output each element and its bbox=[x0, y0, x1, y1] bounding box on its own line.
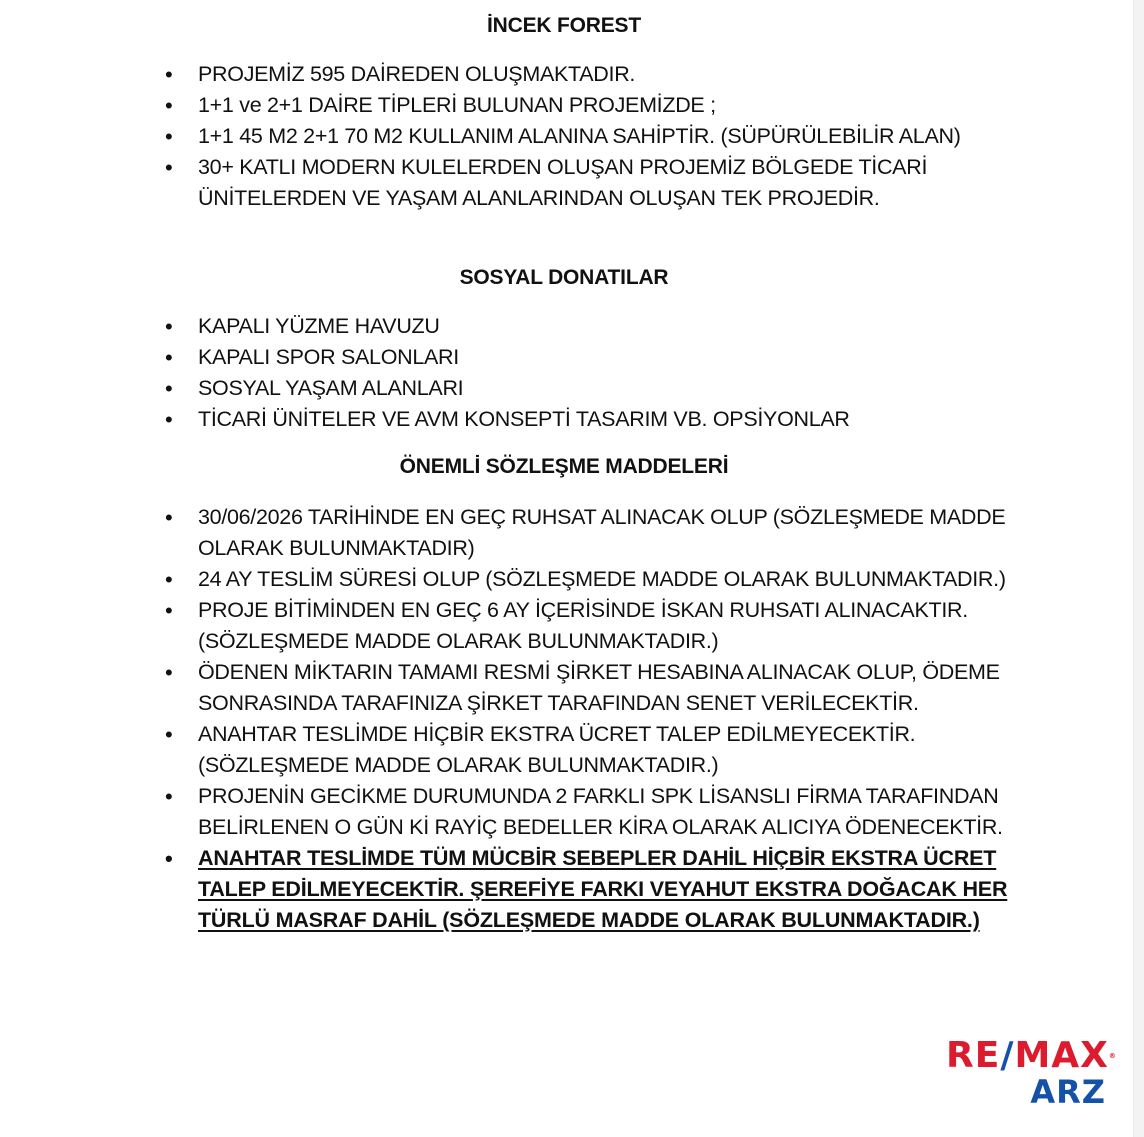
list-item: • ANAHTAR TESLİMDE HİÇBİR EKSTRA ÜCRET TALEP EDİLMEYECEKTİR. (SÖZLEŞMEDE MADDE OLARAK BULUNMAKTADIR.) bbox=[160, 719, 1010, 781]
remax-arz-logo bbox=[946, 1035, 1117, 1111]
social-amenities-list bbox=[160, 311, 1010, 435]
list-item: • SOSYAL YAŞAM ALANLARI bbox=[160, 373, 1010, 404]
office-name: ARZ bbox=[1030, 1073, 1106, 1111]
logo-slash: / bbox=[1000, 1035, 1015, 1076]
contract-clauses-list bbox=[160, 502, 1010, 936]
list-item: • KAPALI SPOR SALONLARI bbox=[160, 342, 1010, 373]
contract-clauses-heading: ÖNEMLİ SÖZLEŞME MADDELERİ bbox=[399, 455, 729, 478]
list-item: • 1+1 45 M2 2+1 70 M2 KULLANIM ALANINA SAHİPTİR. (SÜPÜRÜLEBİLİR ALAN) bbox=[160, 121, 1010, 152]
registered-mark: ® bbox=[1108, 1052, 1117, 1060]
remax-wordmark bbox=[946, 1035, 1117, 1076]
list-item: • 30+ KATLI MODERN KULELERDEN OLUŞAN PROJEMİZ BÖLGEDE TİCARİ ÜNİTELERDEN VE YAŞAM ALANLARINDAN OLUŞAN TEK PROJEDİR. bbox=[160, 152, 1010, 214]
list-item: • PROJENİN GECİKME DURUMUNDA 2 FARKLI SPK LİSANSLI FİRMA TARAFINDAN BELİRLENEN O GÜN Kİ RAYİÇ BEDELLER KİRA OLARAK ALICIYA ÖDENECEKTİR. bbox=[160, 781, 1010, 843]
logo-max: MAX bbox=[1014, 1035, 1109, 1076]
document-title: İNCEK FOREST bbox=[487, 14, 641, 37]
list-item: • PROJEMİZ 595 DAİREDEN OLUŞMAKTADIR. bbox=[160, 59, 1010, 90]
list-item: • TİCARİ ÜNİTELER VE AVM KONSEPTİ TASARIM VB. OPSİYONLAR bbox=[160, 404, 1010, 435]
project-features-list bbox=[160, 59, 1010, 214]
list-item: • 30/06/2026 TARİHİNDE EN GEÇ RUHSAT ALINACAK OLUP (SÖZLEŞMEDE MADDE OLARAK BULUNMAKTADIR) bbox=[160, 502, 1010, 564]
list-item: • 24 AY TESLİM SÜRESİ OLUP (SÖZLEŞMEDE MADDE OLARAK BULUNMAKTADIR.) bbox=[160, 564, 1010, 595]
list-item: • KAPALI YÜZME HAVUZU bbox=[160, 311, 1010, 342]
page-edge bbox=[1133, 0, 1144, 1137]
list-item: • PROJE BİTİMİNDEN EN GEÇ 6 AY İÇERİSİNDE İSKAN RUHSATI ALINACAKTIR.(SÖZLEŞMEDE MADDE OLARAK BULUNMAKTADIR.) bbox=[160, 595, 1010, 657]
list-item: • 1+1 ve 2+1 DAİRE TİPLERİ BULUNAN PROJEMİZDE ; bbox=[160, 90, 1010, 121]
list-item-emphasized: • ANAHTAR TESLİMDE TÜM MÜCBİR SEBEPLER DAHİL HİÇBİR EKSTRA ÜCRET TALEP EDİLMEYECEKTİR. ŞEREFİYE FARKI VEYAHUT EKSTRA DOĞACAK HER TÜRLÜ MASRAF DAHİL (SÖZLEŞMEDE MADDE OLARAK BULUNMAKTADIR.) bbox=[160, 843, 1010, 936]
list-item: • ÖDENEN MİKTARIN TAMAMI RESMİ ŞİRKET HESABINA ALINACAK OLUP, ÖDEME SONRASINDA TARAFINIZA ŞİRKET TARAFINDAN SENET VERİLECEKTİR. bbox=[160, 657, 1010, 719]
social-amenities-heading: SOSYAL DONATILAR bbox=[459, 266, 669, 289]
logo-re: RE bbox=[946, 1035, 1001, 1076]
